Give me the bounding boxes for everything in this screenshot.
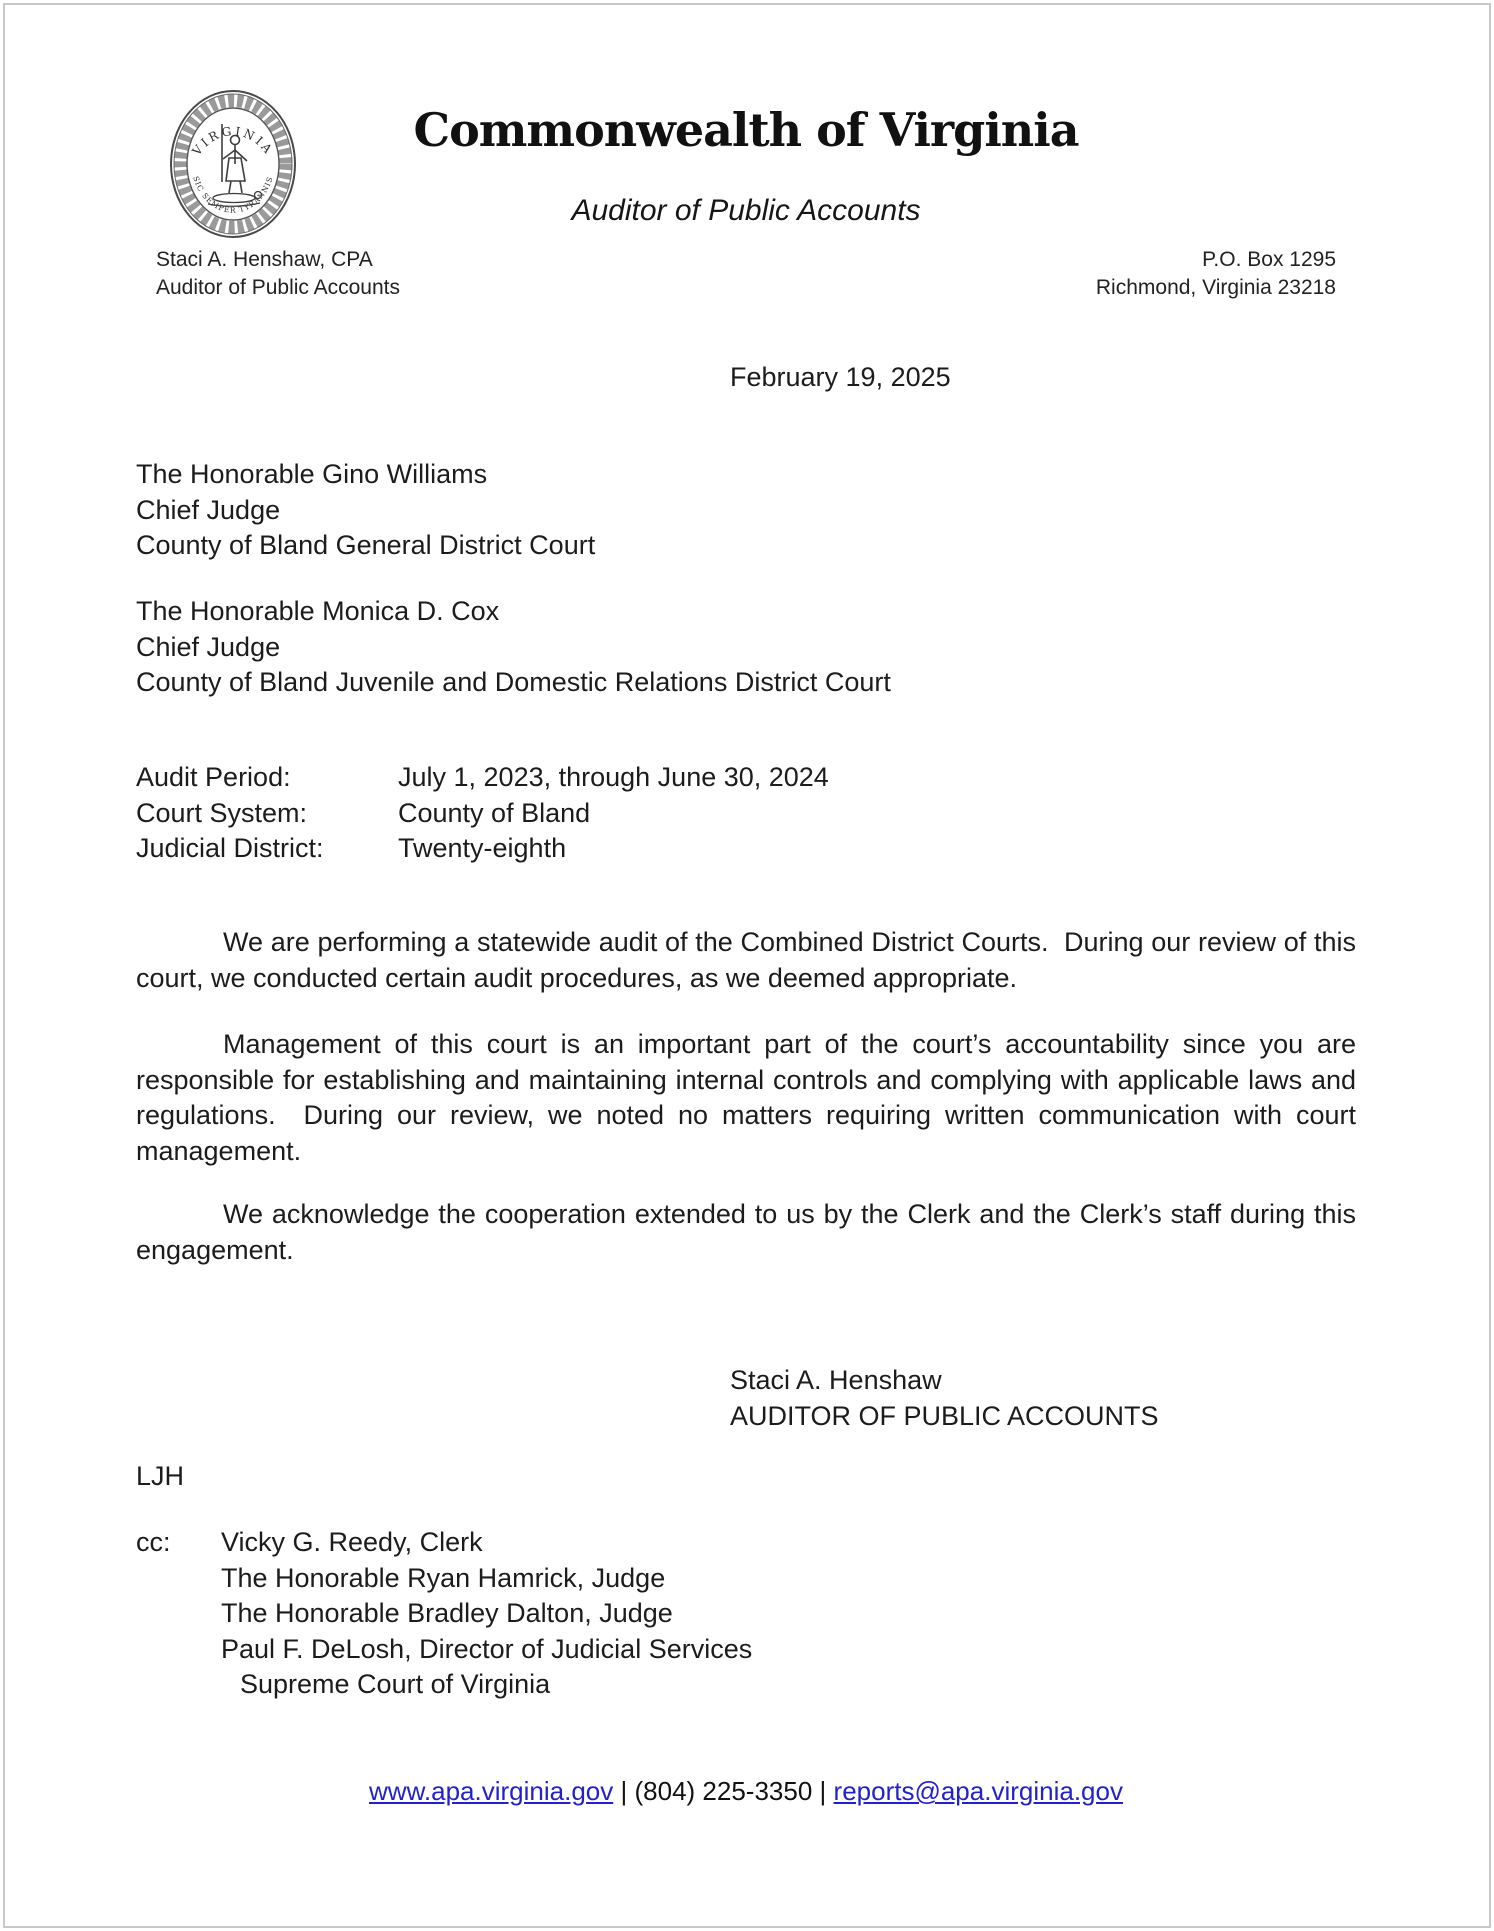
cc-name: Paul F. DeLosh, Director of Judicial Services [221, 1633, 753, 1664]
audit-info-row [136, 831, 1356, 867]
signature-name: Staci A. Henshaw [730, 1365, 942, 1395]
paragraph-1: We are performing a statewide audit of the Combined District Courts. During our review of this court, we conducted certain audit procedures, as we deemed appropriate. [136, 927, 1364, 993]
court-system-label: Court System: [136, 797, 308, 828]
audit-period-value: July 1, 2023, through June 30, 2024 [398, 762, 829, 792]
recipient-court: County of Bland Juvenile and Domestic Relations District Court [136, 667, 891, 697]
recipient-name: The Honorable Monica D. Cox [136, 596, 500, 626]
letter-date: February 19, 2025 [730, 362, 951, 392]
court-system-value: County of Bland [398, 797, 591, 828]
typist-initials: LJH [136, 1461, 185, 1491]
seal-bottom-text: SIC SEMPER TYRANNIS [191, 175, 275, 215]
recipient-name: The Honorable Gino Williams [136, 459, 488, 489]
recipient-title: Chief Judge [136, 631, 281, 662]
recipient-block-1 [136, 457, 595, 564]
footer-separator: | [819, 1776, 827, 1806]
address-po-box: P.O. Box 1295 [1202, 248, 1336, 271]
email-link[interactable]: reports@apa.virginia.gov [833, 1776, 1123, 1806]
letterhead-title: Commonwealth of Virginia [413, 103, 1079, 157]
paragraph-3: We acknowledge the cooperation extended to us by the Clerk and the Clerk’s staff during this engagement. [136, 1199, 1364, 1265]
audit-info-row [136, 796, 1356, 832]
judicial-district-label: Judicial District: [136, 833, 324, 863]
signature-title: AUDITOR OF PUBLIC ACCOUNTS [730, 1400, 1159, 1431]
audit-period-label: Audit Period: [136, 762, 291, 792]
auditor-title: Auditor of Public Accounts [156, 275, 400, 299]
recipient-block-2 [136, 594, 891, 701]
audit-info-table [136, 760, 1356, 867]
cc-name: The Honorable Ryan Hamrick, Judge [221, 1562, 666, 1593]
address-city: Richmond, Virginia 23218 [1095, 275, 1336, 299]
judicial-district-value: Twenty-eighth [398, 833, 567, 863]
auditor-name-block [156, 246, 400, 301]
auditor-name: Staci A. Henshaw, CPA [156, 248, 373, 271]
phone-number: (804) 225-3350 [634, 1776, 813, 1806]
contact-footer [136, 1774, 1356, 1809]
paragraph-2: Management of this court is an important part of the court’s accountability since you are responsible for establishing and maintaining internal controls and complying with applicable laws and regulations. During our review, we noted no matters requiring written communication with court management. [136, 1029, 1364, 1166]
website-link[interactable]: www.apa.virginia.gov [369, 1776, 614, 1806]
audit-info-row [136, 760, 1356, 796]
cc-name-indented: Supreme Court of Virginia [240, 1669, 551, 1699]
cc-name: The Honorable Bradley Dalton, Judge [221, 1598, 673, 1628]
cc-name: Vicky G. Reedy, Clerk [221, 1527, 483, 1557]
letterhead-subtitle: Auditor of Public Accounts [571, 194, 921, 227]
cc-block [136, 1525, 1356, 1703]
address-block [900, 246, 1336, 301]
footer-separator: | [620, 1776, 628, 1806]
recipient-title: Chief Judge [136, 494, 281, 525]
signature-block [730, 1363, 1159, 1434]
recipient-court: County of Bland General District Court [136, 530, 596, 560]
seal-top-text: VIRGINIA [189, 123, 277, 159]
cc-label: cc: [136, 1527, 171, 1557]
